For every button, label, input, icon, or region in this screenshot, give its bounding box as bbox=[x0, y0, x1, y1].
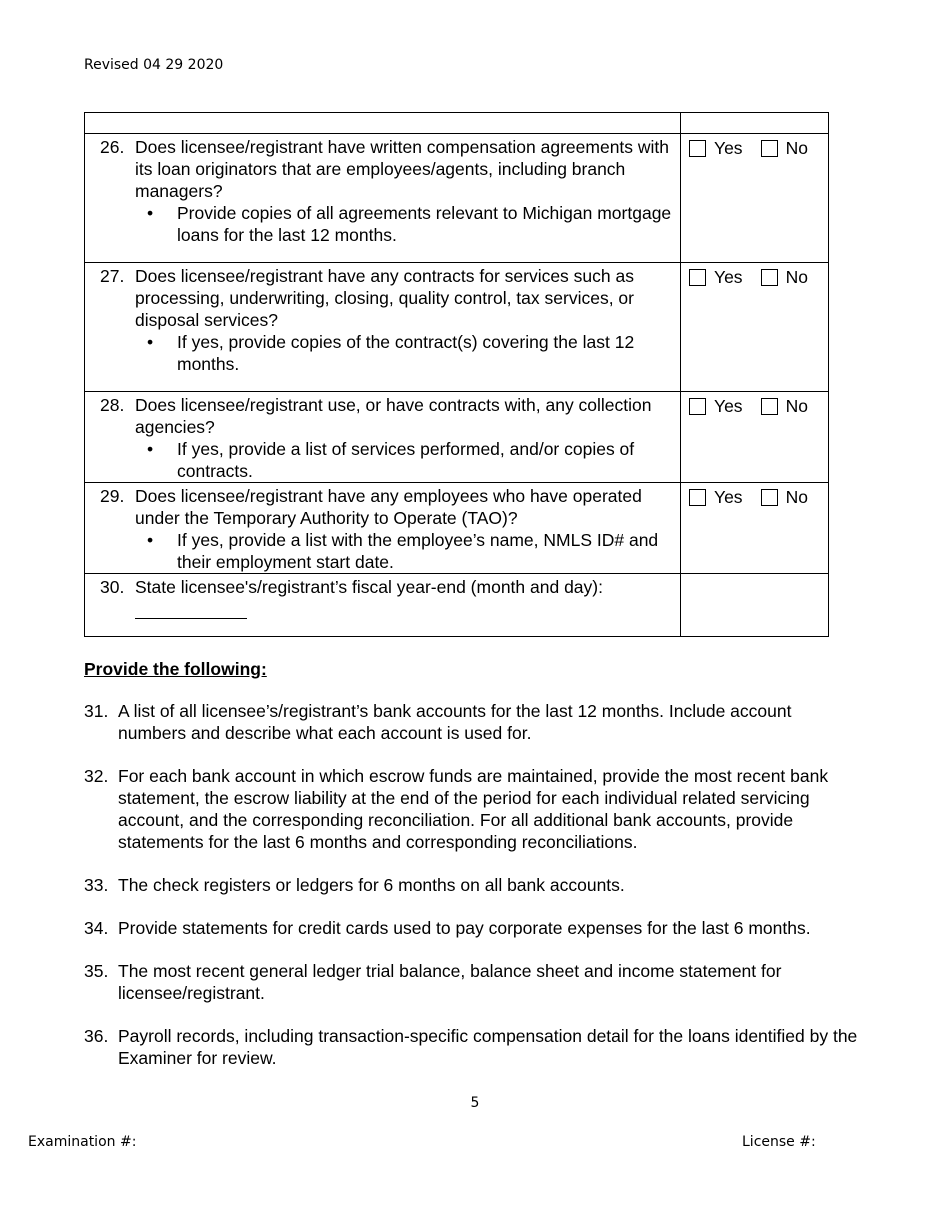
yes-label: Yes bbox=[714, 267, 743, 287]
question-row-30 bbox=[85, 574, 829, 637]
list-item: 33. The check registers or ledgers for 6 months on all bank accounts. bbox=[84, 875, 625, 895]
question-text: State licensee's/registrant’s fiscal year-end (month and day): bbox=[135, 577, 603, 597]
question-bullet: • Provide copies of all agreements relevant to Michigan mortgage loans for the last 12 months. bbox=[147, 203, 672, 245]
list-item: 32. For each bank account in which escrow funds are maintained, provide the most recent bank statement, the escrow liability at the end of the period for each individual related servicing account, and the corresponding reconciliation. For all additional bank accounts, provide statements for the last 6 months and corresponding reconciliations. bbox=[84, 766, 829, 852]
question-text: Does licensee/registrant use, or have contracts with, any collection agencies? bbox=[135, 395, 652, 437]
provide-list bbox=[84, 700, 864, 1090]
list-item: 34. Provide statements for credit cards used to pay corporate expenses for the last 6 months. bbox=[84, 918, 811, 938]
question-number: 27. bbox=[100, 266, 125, 286]
no-checkbox-27[interactable] bbox=[761, 269, 778, 286]
yes-checkbox-27[interactable] bbox=[689, 269, 706, 286]
no-checkbox-29[interactable] bbox=[761, 489, 778, 506]
table-header-row bbox=[85, 113, 829, 134]
page-number: 5 bbox=[470, 1095, 480, 1111]
no-label: No bbox=[785, 396, 808, 416]
license-number-label: License #: bbox=[742, 1134, 816, 1150]
fiscal-year-end-blank[interactable] bbox=[135, 598, 247, 619]
revised-date: Revised 04 29 2020 bbox=[84, 57, 224, 73]
question-row-29 bbox=[85, 483, 829, 574]
list-item: 31. A list of all licensee’s/registrant’s bank accounts for the last 12 months. Include account numbers and describe what each account is used for. bbox=[84, 701, 792, 743]
question-number: 29. bbox=[100, 486, 125, 506]
question-row-26 bbox=[85, 134, 829, 263]
question-bullet: • If yes, provide a list with the employee’s name, NMLS ID# and their employment start date. bbox=[147, 530, 659, 572]
question-row-27 bbox=[85, 263, 829, 392]
question-number: 30. bbox=[100, 577, 125, 597]
yes-label: Yes bbox=[714, 396, 743, 416]
section-title: Provide the following: bbox=[84, 659, 267, 679]
question-text: Does licensee/registrant have any contracts for services such as processing, underwriting, closing, quality control, tax services, or disposal services? bbox=[135, 266, 634, 330]
question-number: 26. bbox=[100, 137, 125, 157]
question-bullet: • If yes, provide copies of the contract(s) covering the last 12 months. bbox=[147, 332, 635, 374]
examination-number-label: Examination #: bbox=[28, 1134, 137, 1150]
yes-label: Yes bbox=[714, 138, 743, 158]
question-text: Does licensee/registrant have written compensation agreements with its loan originators that are employees/agents, including branch managers? bbox=[135, 137, 670, 201]
no-label: No bbox=[785, 267, 808, 287]
list-item: 36. Payroll records, including transaction-specific compensation detail for the loans identified by the Examiner for review. bbox=[84, 1026, 858, 1068]
question-row-28 bbox=[85, 392, 829, 483]
question-bullet: • If yes, provide a list of services performed, and/or copies of contracts. bbox=[147, 439, 635, 481]
yes-checkbox-28[interactable] bbox=[689, 398, 706, 415]
questions-table bbox=[84, 112, 829, 637]
no-label: No bbox=[785, 138, 808, 158]
answer-cell-30 bbox=[681, 574, 829, 637]
yes-label: Yes bbox=[714, 487, 743, 507]
question-text: Does licensee/registrant have any employees who have operated under the Temporary Authority to Operate (TAO)? bbox=[135, 486, 642, 528]
no-label: No bbox=[785, 487, 808, 507]
no-checkbox-26[interactable] bbox=[761, 140, 778, 157]
yes-checkbox-29[interactable] bbox=[689, 489, 706, 506]
no-checkbox-28[interactable] bbox=[761, 398, 778, 415]
list-item: 35. The most recent general ledger trial balance, balance sheet and income statement for licensee/registrant. bbox=[84, 961, 782, 1003]
yes-checkbox-26[interactable] bbox=[689, 140, 706, 157]
question-number: 28. bbox=[100, 395, 125, 415]
